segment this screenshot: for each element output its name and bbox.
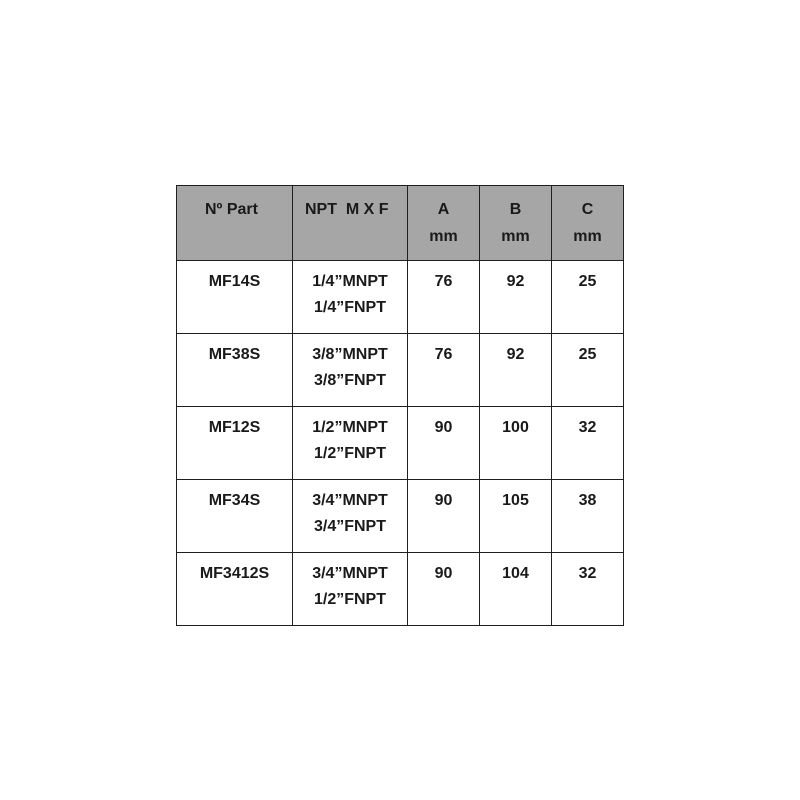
header-b-label: B bbox=[509, 201, 522, 218]
cell-npt bbox=[293, 261, 408, 334]
cell-b: 92 bbox=[480, 261, 552, 334]
table-row bbox=[177, 261, 624, 334]
header-npt-label: NPT M X F bbox=[305, 201, 389, 218]
cell-b: 100 bbox=[480, 407, 552, 480]
table-body bbox=[177, 261, 624, 626]
cell-npt-male: 3/4”MNPT bbox=[312, 492, 388, 509]
table-row bbox=[177, 480, 624, 553]
cell-b: 105 bbox=[480, 480, 552, 553]
cell-npt bbox=[293, 480, 408, 553]
header-c bbox=[552, 186, 624, 261]
header-part-label: Nº Part bbox=[205, 201, 258, 218]
header-b-unit: mm bbox=[501, 228, 530, 245]
table-header bbox=[177, 186, 624, 261]
cell-npt-male: 3/4”MNPT bbox=[312, 565, 388, 582]
cell-part: MF34S bbox=[177, 480, 293, 553]
table-row bbox=[177, 553, 624, 626]
cell-npt-female: 3/4”FNPT bbox=[313, 518, 386, 535]
cell-npt-female: 3/8”FNPT bbox=[313, 372, 386, 389]
cell-b: 104 bbox=[480, 553, 552, 626]
cell-npt-female: 1/2”FNPT bbox=[313, 591, 386, 608]
header-part bbox=[177, 186, 293, 261]
cell-part: MF38S bbox=[177, 334, 293, 407]
cell-part: MF14S bbox=[177, 261, 293, 334]
header-c-label: C bbox=[581, 201, 594, 218]
cell-a: 90 bbox=[408, 407, 480, 480]
table-row bbox=[177, 334, 624, 407]
cell-npt-female: 1/2”FNPT bbox=[313, 445, 386, 462]
cell-a: 90 bbox=[408, 480, 480, 553]
header-a-unit: mm bbox=[429, 228, 458, 245]
cell-npt-male: 3/8”MNPT bbox=[312, 346, 388, 363]
cell-npt-male: 1/2”MNPT bbox=[312, 419, 388, 436]
cell-c: 32 bbox=[552, 553, 624, 626]
header-a-label: A bbox=[437, 201, 450, 218]
cell-c: 25 bbox=[552, 334, 624, 407]
cell-npt bbox=[293, 407, 408, 480]
cell-part: MF12S bbox=[177, 407, 293, 480]
cell-c: 38 bbox=[552, 480, 624, 553]
header-c-unit: mm bbox=[573, 228, 602, 245]
parts-table-container bbox=[176, 185, 623, 626]
header-b bbox=[480, 186, 552, 261]
parts-table bbox=[176, 185, 624, 626]
cell-npt bbox=[293, 334, 408, 407]
cell-a: 76 bbox=[408, 261, 480, 334]
cell-a: 90 bbox=[408, 553, 480, 626]
table-row bbox=[177, 407, 624, 480]
header-a bbox=[408, 186, 480, 261]
cell-npt-male: 1/4”MNPT bbox=[312, 273, 388, 290]
cell-b: 92 bbox=[480, 334, 552, 407]
cell-c: 25 bbox=[552, 261, 624, 334]
cell-npt-female: 1/4”FNPT bbox=[313, 299, 386, 316]
header-npt bbox=[293, 186, 408, 261]
cell-c: 32 bbox=[552, 407, 624, 480]
cell-part: MF3412S bbox=[177, 553, 293, 626]
cell-a: 76 bbox=[408, 334, 480, 407]
header-row bbox=[177, 186, 624, 261]
cell-npt bbox=[293, 553, 408, 626]
